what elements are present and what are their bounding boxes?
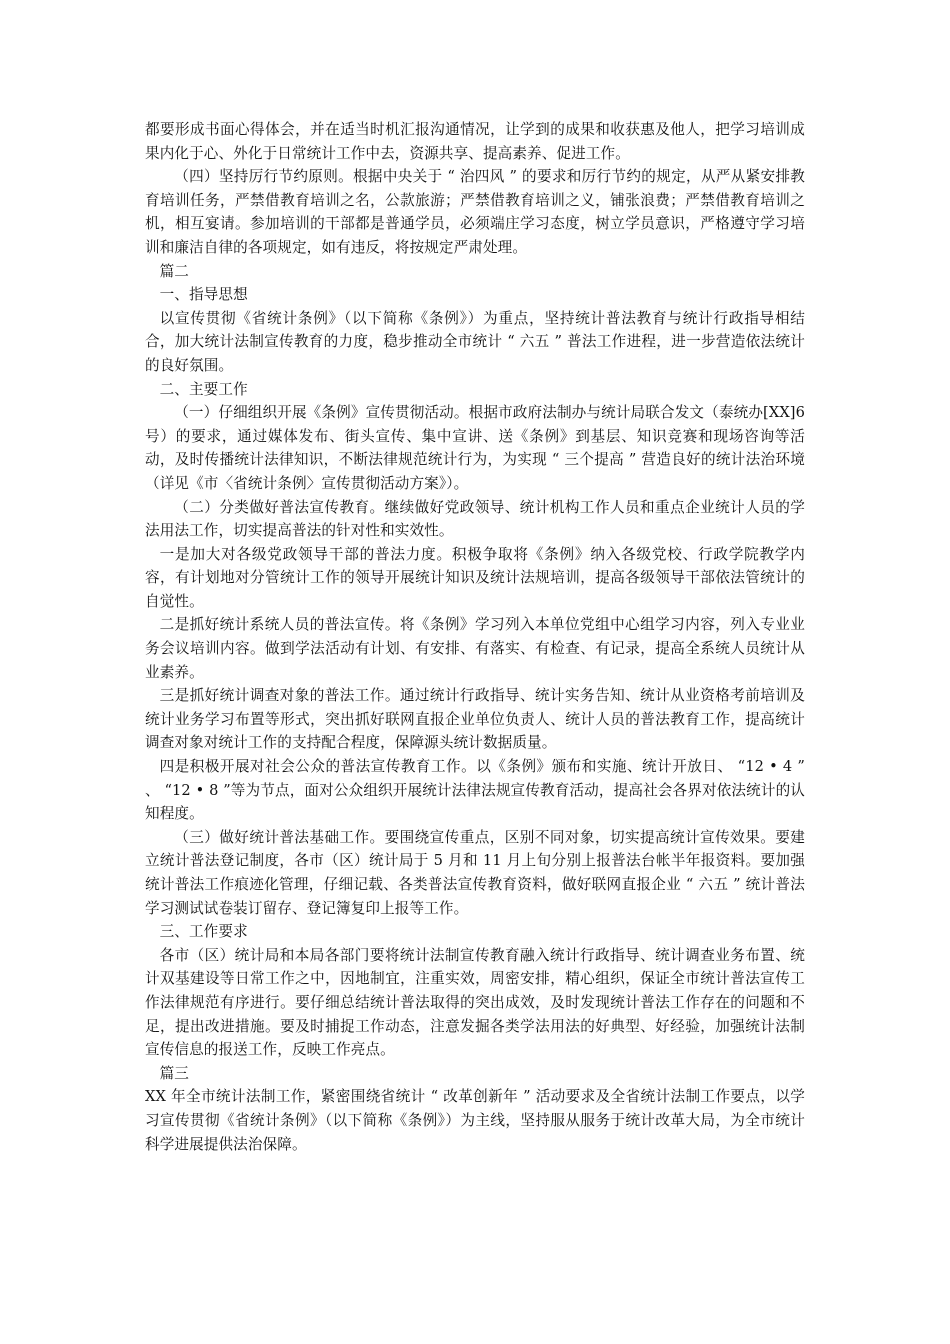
paragraph: 三是抓好统计调查对象的普法工作。通过统计行政指导、统计实务告知、统计从业资格考前培训及统计业务学习布置等形式，突出抓好联网直报企业单位负责人、统计人员的普法教育工作，提高统计调查对象对统计工作的支持配合程度，保障源头统计数据质量。 [145, 687, 805, 752]
paragraph: 四是积极开展对社会公众的普法宣传教育工作。以《条例》颁布和实施、统计开放日、 “12 • 4 ” 、 “12 • 8 ”等为节点，面对公众组织开展统计法律法规宣传教育活动，提高社会各界对依法统计的认知程度。 [145, 758, 805, 823]
paragraph: （四）坚持厉行节约原则。根据中央关于 “ 治四风 ” 的要求和厉行节约的规定，从严从紧安排教育培训任务，严禁借教育培训之名，公款旅游；严禁借教育培训之义，铺张浪费；严禁借教育培训之机，相互宴请。参加培训的干部都是普通学员，必须端庄学习态度，树立学员意识，严格遵守学习培训和廉洁自律的各项规定，如有违反，将按规定严肃处理。 [145, 168, 805, 256]
paragraph: （一）仔细组织开展《条例》宣传贯彻活动。根据市政府法制办与统计局联合发文（泰统办[XX]6 号）的要求，通过媒体发布、街头宣传、集中宣讲、送《条例》到基层、知识竞赛和现场咨询等活动，及时传播统计法律知识，不断法律规范统计行为，为实现 “ 三个提高 ” 营造良好的统计法治环境（详见《市〈省统计条例〉宣传贯彻活动方案》）。 [145, 404, 805, 492]
section-heading: 二、主要工作 [159, 380, 248, 398]
paragraph: 以宣传贯彻《省统计条例》（以下简称《条例》）为重点，坚持统计普法教育与统计行政指导相结合，加大统计法制宣传教育的力度，稳步推动全市统计 “ 六五 ” 普法工作进程，进一步营造依法统计的良好氛围。 [145, 309, 805, 374]
document-body [145, 118, 805, 1156]
paragraph: （三）做好统计普法基础工作。要围绕宣传重点，区别不同对象，切实提高统计宣传效果。要建立统计普法登记制度，各市（区）统计局于 5 月和 11 月上旬分别上报普法台帐半年报资料。要加强统计普法工作痕迹化管理，仔细记载、各类普法宣传教育资料，做好联网直报企业 “ 六五 ” 统计普法学习测试试卷装订留存、登记簿复印上报等工作。 [145, 828, 805, 917]
section-heading: 一、指导思想 [159, 286, 248, 304]
paragraph: 一是加大对各级党政领导干部的普法力度。积极争取将《条例》纳入各级党校、行政学院教学内容，有计划地对分管统计工作的领导开展统计知识及统计法规培训，提高各级领导干部依法管统计的自觉性。 [145, 545, 805, 610]
paragraph: 各市（区）统计局和本局各部门要将统计法制宣传教育融入统计行政指导、统计调查业务布置、统计双基建设等日常工作之中，因地制宜，注重实效，周密安排，精心组织，保证全市统计普法宣传工作法律规范有序进行。要仔细总结统计普法取得的突出成效，及时发现统计普法工作存在的问题和不足，提出改进措施。要及时捕捉工作动态，注意发掘各类学法用法的好典型、好经验，加强统计法制宣传信息的报送工作，反映工作亮点。 [145, 946, 805, 1059]
section-heading: 篇二 [159, 262, 189, 280]
paragraph: XX 年全市统计法制工作，紧密围绕省统计 “ 改革创新年 ” 活动要求及全省统计法制工作要点，以学习宣传贯彻《省统计条例》（以下简称《条例》）为主线，坚持服从服务于统计改革大局，为全市统计科学进展提供法治保障。 [145, 1088, 805, 1153]
paragraph: 都要形成书面心得体会，并在适当时机汇报沟通情况，让学到的成果和收获惠及他人，把学习培训成果内化于心、外化于日常统计工作中去，资源共享、提高素养、促进工作。 [145, 121, 805, 162]
section-heading: 篇三 [159, 1064, 189, 1082]
paragraph: 二是抓好统计系统人员的普法宣传。将《条例》学习列入本单位党组中心组学习内容，列入专业业务会议培训内容。做到学法活动有计划、有安排、有落实、有检查、有记录，提高全系统人员统计从业素养。 [145, 616, 805, 681]
paragraph: （二）分类做好普法宣传教育。继续做好党政领导、统计机构工作人员和重点企业统计人员的学法用法工作，切实提高普法的针对性和实效性。 [145, 498, 805, 540]
section-heading: 三、工作要求 [159, 923, 248, 941]
